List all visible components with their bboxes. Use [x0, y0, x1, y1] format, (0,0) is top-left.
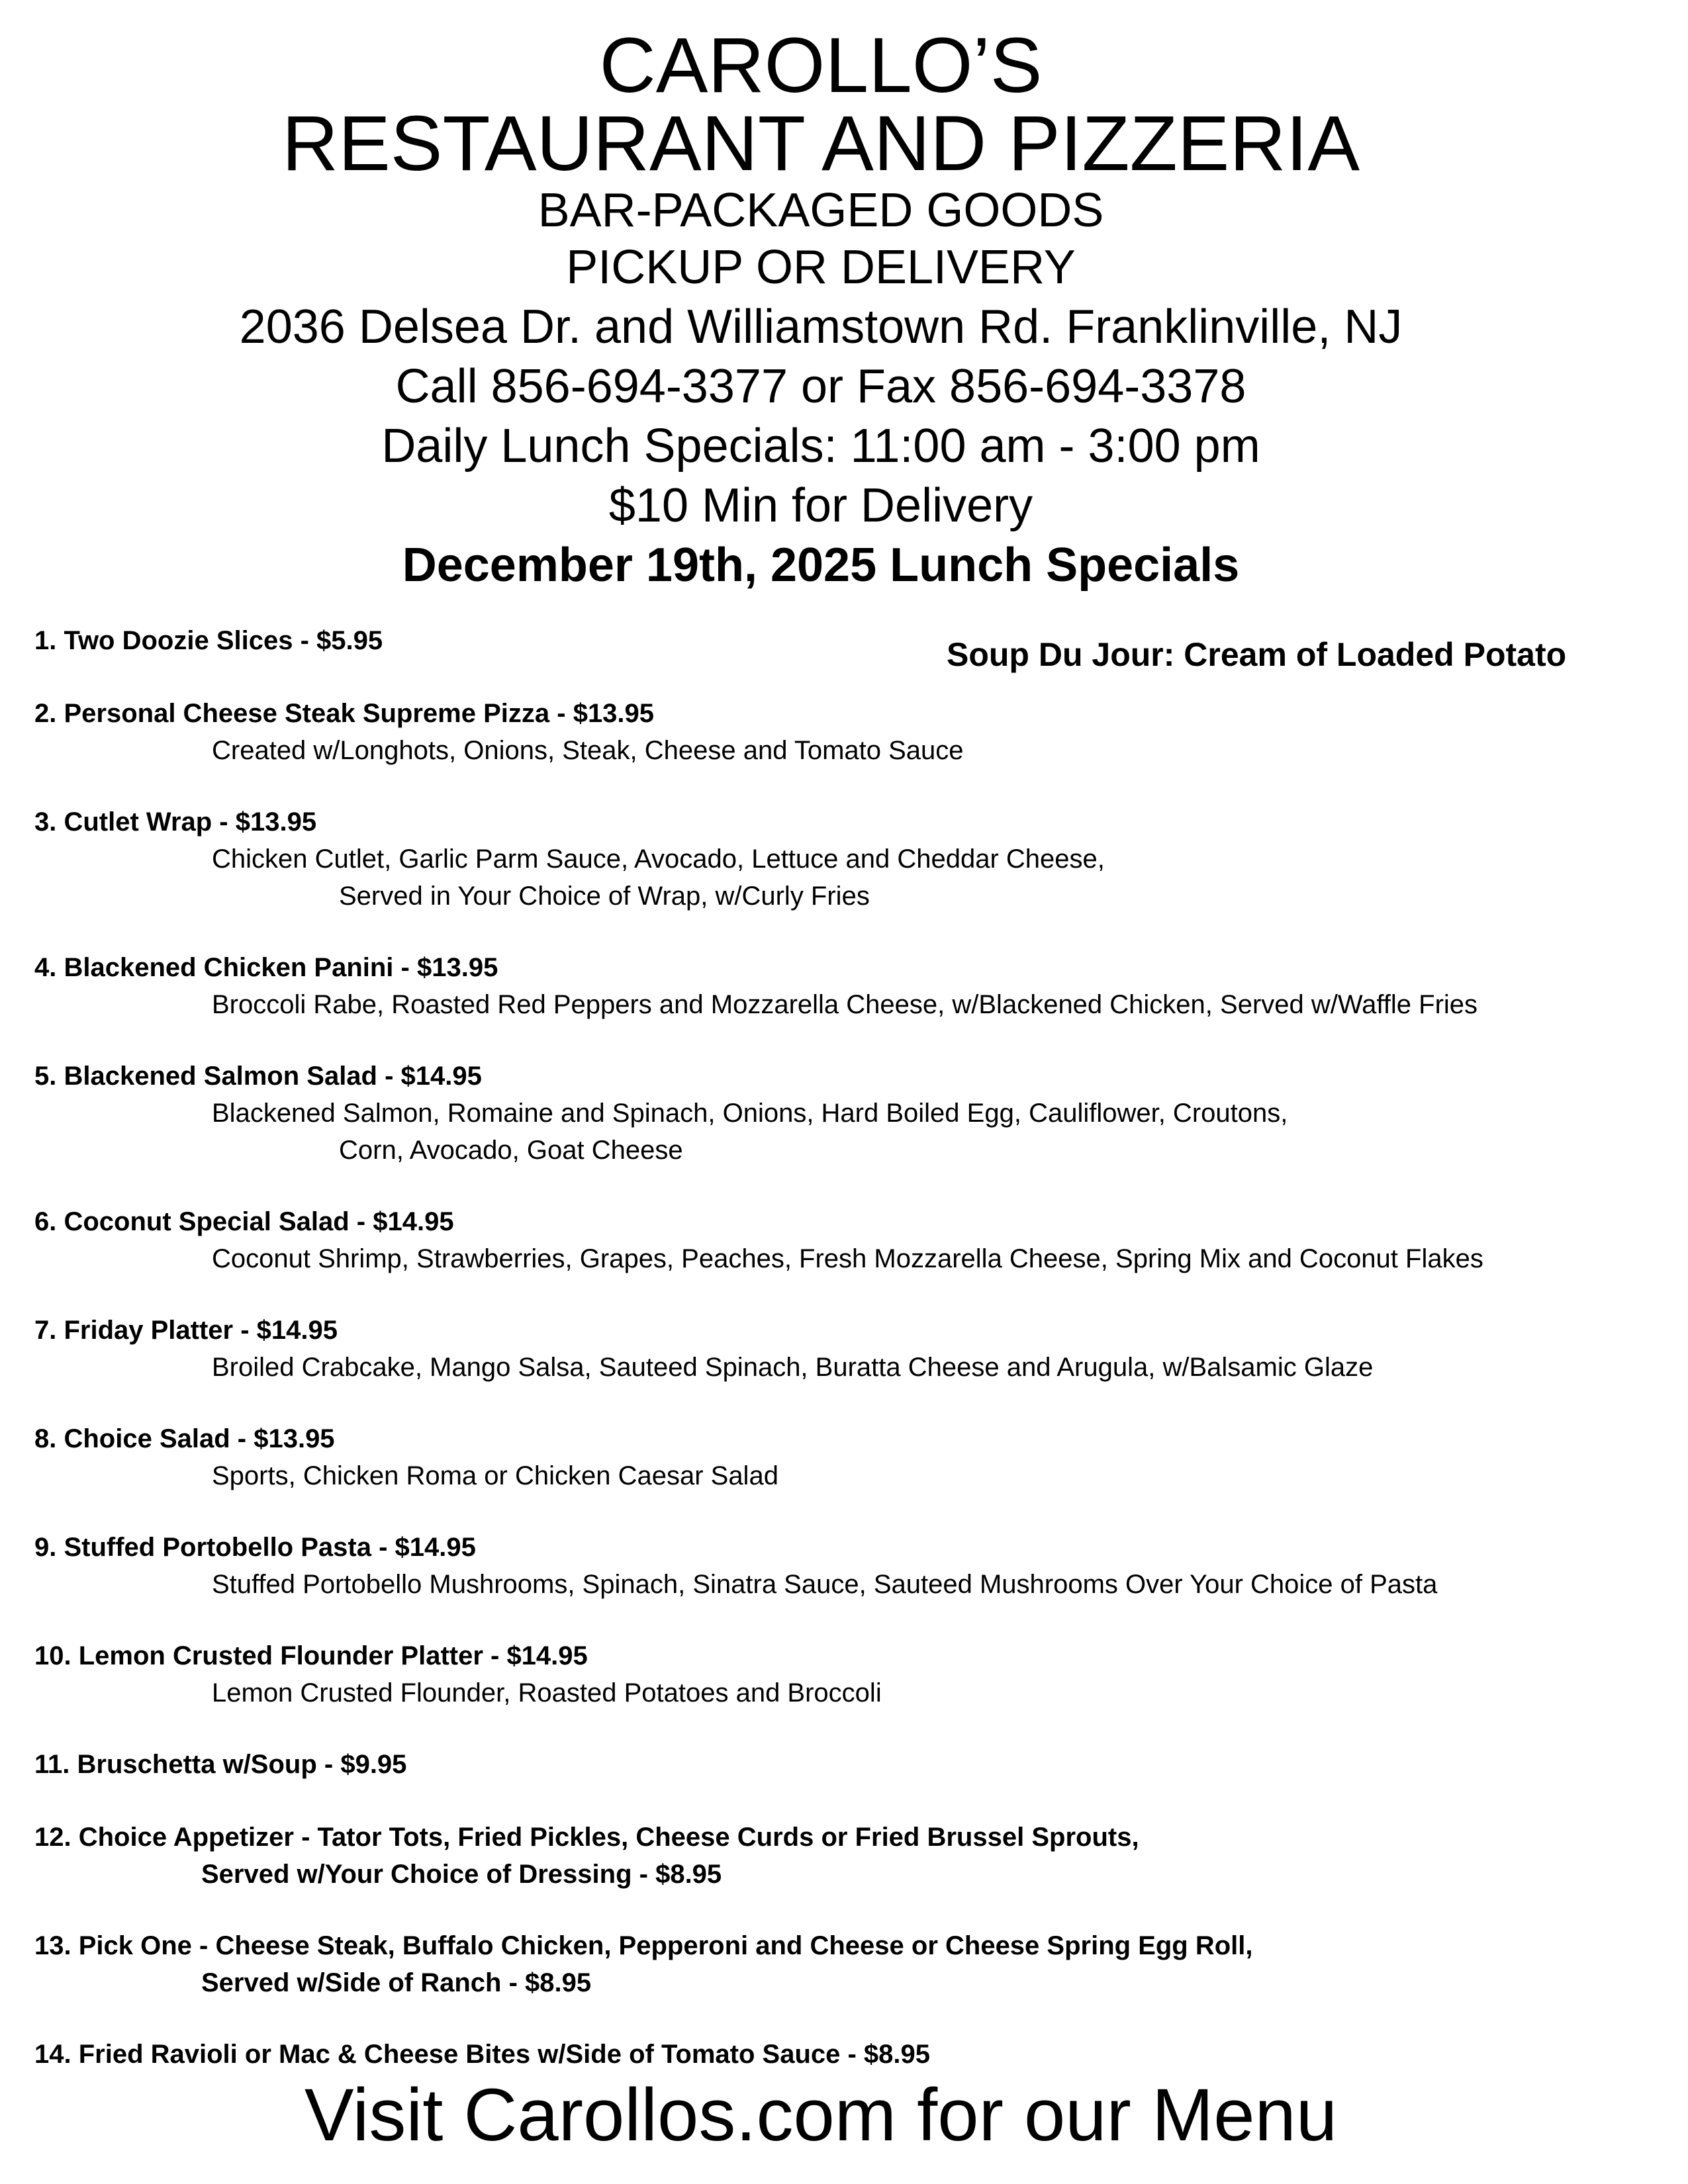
item-description: Chicken Cutlet, Garlic Parm Sauce, Avocado, Lettuce and Cheddar Cheese, — [212, 844, 1105, 874]
item-title: 11. Bruschetta w/Soup - $9.95 — [34, 1750, 407, 1779]
menu-item-6 — [34, 1208, 1483, 1272]
item-description: Stuffed Portobello Mushrooms, Spinach, Sinatra Sauce, Sauteed Mushrooms Over Your Choice of Pasta — [212, 1570, 1438, 1599]
item-description: Sports, Chicken Roma or Chicken Caesar Salad — [212, 1461, 778, 1490]
item-title: 3. Cutlet Wrap - $13.95 — [34, 807, 317, 837]
restaurant-subtitle: RESTAURANT AND PIZZERIA — [281, 100, 1360, 187]
item-title: 9. Stuffed Portobello Pasta - $14.95 — [34, 1533, 476, 1562]
item-title: 1. Two Doozie Slices - $5.95 — [34, 626, 383, 655]
menu-item-11 — [34, 1751, 406, 1778]
item-title: 12. Choice Appetizer - Tator Tots, Fried Pickles, Cheese Curds or Fried Brussel Sprouts, — [34, 1823, 1139, 1852]
menu-item-14 — [34, 2041, 930, 2068]
menu-item-10 — [34, 1643, 882, 1706]
item-description: Broiled Crabcake, Mango Salsa, Sauteed Spinach, Buratta Cheese and Arugula, w/Balsamic Glaze — [212, 1353, 1374, 1382]
item-title: 13. Pick One - Cheese Steak, Buffalo Chicken, Pepperoni and Cheese or Cheese Spring Egg Roll, — [34, 1931, 1253, 1960]
restaurant-name: CAROLLO’S — [599, 22, 1043, 109]
item-title: 14. Fried Ravioli or Mac & Cheese Bites w/Side of Tomato Sauce - $8.95 — [34, 2040, 931, 2069]
menu-item-7 — [34, 1317, 1373, 1381]
menu-item-4 — [34, 954, 1477, 1018]
delivery-minimum: $10 Min for Delivery — [608, 479, 1033, 532]
item-title: 4. Blackened Chicken Panini - $13.95 — [34, 953, 498, 982]
item-description-continued: Corn, Avocado, Goat Cheese — [339, 1136, 683, 1165]
item-description-continued: Served in Your Choice of Wrap, w/Curly Fries — [339, 882, 870, 911]
menu-item-1 — [34, 627, 383, 654]
hours-line: Daily Lunch Specials: 11:00 am - 3:00 pm — [381, 420, 1260, 473]
item-description: Broccoli Rabe, Roasted Red Peppers and Mozzarella Cheese, w/Blackened Chicken, Served w/Waffle Fries — [212, 990, 1478, 1019]
menu-item-9 — [34, 1534, 1437, 1598]
menu-item-3 — [34, 809, 1105, 909]
menu-item-13 — [34, 1933, 1253, 1996]
menu-item-12 — [34, 1824, 1139, 1888]
phone-line: Call 856-694-3377 or Fax 856-694-3378 — [395, 360, 1246, 413]
footer-website: Visit Carollos.com for our Menu — [304, 2073, 1338, 2156]
item-title: 5. Blackened Salmon Salad - $14.95 — [34, 1062, 482, 1091]
item-description: Blackened Salmon, Romaine and Spinach, Onions, Hard Boiled Egg, Cauliflower, Croutons, — [212, 1099, 1288, 1128]
specials-date-title: December 19th, 2025 Lunch Specials — [402, 539, 1240, 592]
menu-item-2 — [34, 700, 964, 764]
item-description: Lemon Crusted Flounder, Roasted Potatoes and Broccoli — [212, 1678, 882, 1707]
item-title-continued: Served w/Side of Ranch - $8.95 — [201, 1968, 592, 1997]
services-line-bar: BAR-PACKAGED GOODS — [538, 184, 1104, 237]
item-title: 7. Friday Platter - $14.95 — [34, 1316, 338, 1345]
services-line-pickup: PICKUP OR DELIVERY — [566, 241, 1076, 294]
item-title: 2. Personal Cheese Steak Supreme Pizza - $13.95 — [34, 699, 655, 728]
menu-header — [0, 22, 1642, 592]
item-title: 10. Lemon Crusted Flounder Platter - $14.95 — [34, 1641, 588, 1670]
item-description: Created w/Longhots, Onions, Steak, Cheese and Tomato Sauce — [212, 736, 964, 765]
item-title: 8. Choice Salad - $13.95 — [34, 1424, 335, 1453]
item-title: 6. Coconut Special Salad - $14.95 — [34, 1207, 454, 1236]
address-line: 2036 Delsea Dr. and Williamstown Rd. Franklinville, NJ — [239, 300, 1403, 353]
item-title-continued: Served w/Your Choice of Dressing - $8.95 — [201, 1860, 722, 1889]
menu-item-8 — [34, 1426, 778, 1489]
menu-item-5 — [34, 1063, 1288, 1163]
soup-du-jour: Soup Du Jour: Cream of Loaded Potato — [947, 636, 1567, 673]
item-description: Coconut Shrimp, Strawberries, Grapes, Peaches, Fresh Mozzarella Cheese, Spring Mix and Coconut Flakes — [212, 1244, 1483, 1273]
